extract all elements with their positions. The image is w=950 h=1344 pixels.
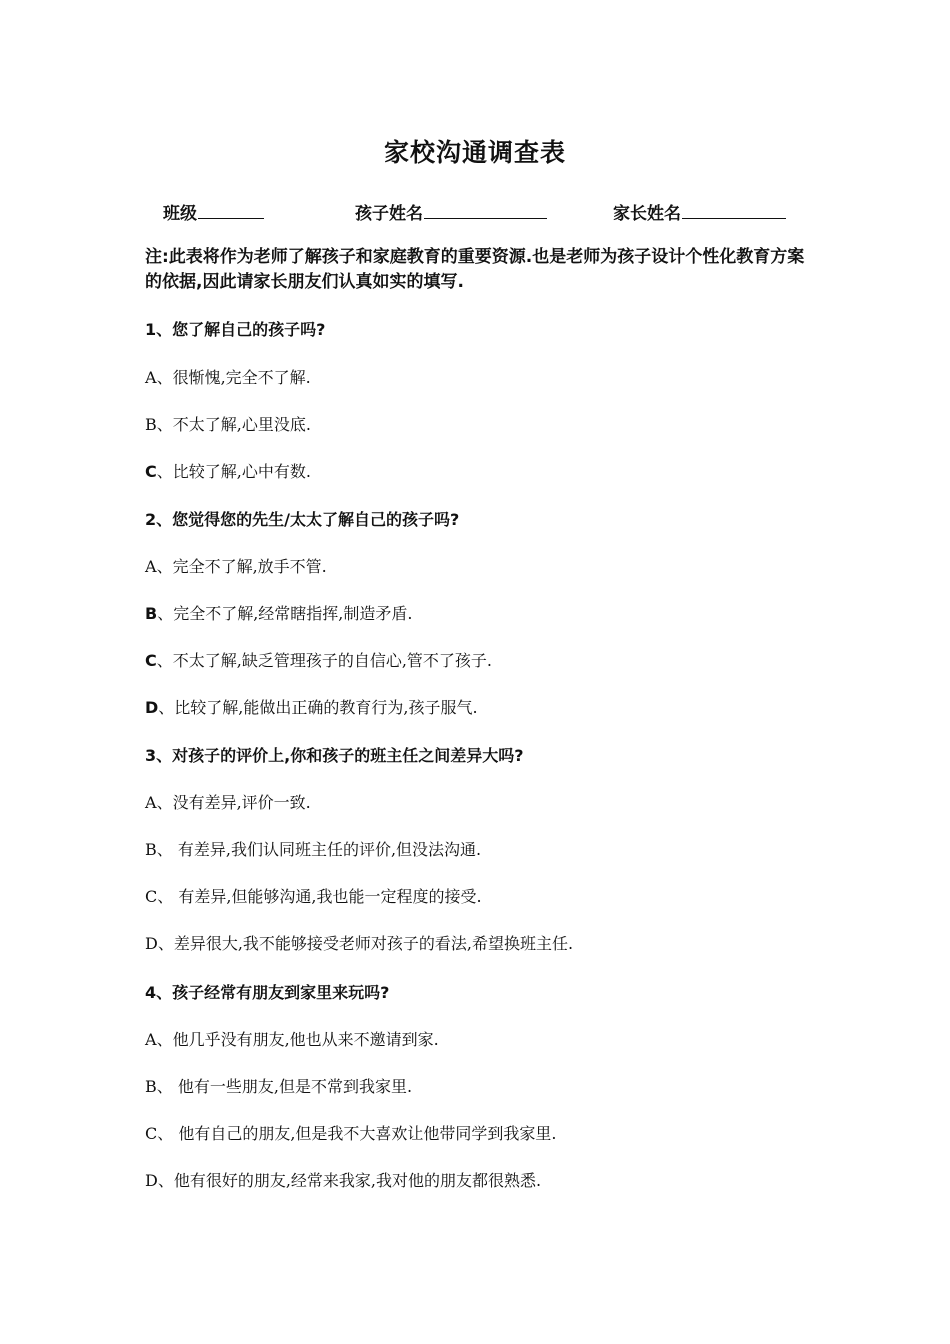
field-child-name	[355, 199, 547, 224]
option-letter: B	[145, 1077, 157, 1096]
field-class-blank[interactable]	[198, 202, 264, 219]
option-text: 、没有差异,评价一致.	[156, 793, 311, 812]
option-text: 、差异很大,我不能够接受老师对孩子的看法,希望换班主任.	[157, 934, 574, 953]
question-3: 3、对孩子的评价上,你和孩子的班主任之间差异大吗?	[145, 746, 524, 765]
option-letter: D	[145, 698, 159, 717]
question-4-option-a[interactable]	[145, 1027, 439, 1050]
question-3-option-c[interactable]	[145, 884, 482, 907]
document-title: 家校沟通调查表	[383, 138, 566, 167]
question-4-option-c[interactable]	[145, 1121, 557, 1144]
question-2-option-b[interactable]	[145, 601, 412, 624]
question-1-option-b[interactable]	[145, 412, 311, 435]
question-1: 1、您了解自己的孩子吗?	[145, 320, 326, 339]
option-letter: A	[145, 1030, 157, 1049]
field-class	[163, 199, 264, 224]
option-letter: B	[145, 604, 158, 623]
question-1-option-a[interactable]	[145, 365, 311, 388]
field-child-name-blank[interactable]	[424, 202, 547, 219]
question-2: 2、您觉得您的先生/太太了解自己的孩子吗?	[145, 510, 460, 529]
question-2-option-a[interactable]	[145, 554, 327, 577]
option-text: 、完全不了解,放手不管.	[156, 557, 327, 576]
option-text: 、比较了解,心中有数.	[156, 462, 311, 481]
question-4-option-d[interactable]	[145, 1168, 541, 1191]
option-text: 、不太了解,缺乏管理孩子的自信心,管不了孩子.	[156, 651, 493, 670]
question-1-option-c[interactable]	[145, 459, 311, 482]
field-child-name-label: 孩子姓名	[355, 204, 423, 224]
field-parent-name	[613, 199, 786, 224]
question-4-option-b[interactable]	[145, 1074, 412, 1097]
instruction-note: 注:此表将作为老师了解孩子和家庭教育的重要资源.也是老师为孩子设计个性化教育方案的依据,因此请家长朋友们认真如实的填写.	[145, 247, 805, 292]
option-text: 、 他有一些朋友,但是不常到我家里.	[156, 1077, 413, 1096]
option-text: 、他几乎没有朋友,他也从来不邀请到家.	[156, 1030, 439, 1049]
option-text: 、 他有自己的朋友,但是我不大喜欢让他带同学到我家里.	[157, 1124, 557, 1143]
option-text: 、完全不了解,经常瞎指挥,制造矛盾.	[157, 604, 413, 623]
option-letter: B	[145, 840, 157, 859]
option-letter: C	[145, 651, 157, 670]
option-letter: D	[145, 1171, 158, 1190]
question-2-option-d[interactable]	[145, 695, 478, 718]
option-letter: A	[145, 557, 157, 576]
field-parent-name-blank[interactable]	[682, 202, 786, 219]
option-text: 、不太了解,心里没底.	[156, 415, 311, 434]
option-letter: B	[145, 415, 157, 434]
option-text: 、 有差异,但能够沟通,我也能一定程度的接受.	[157, 887, 482, 906]
question-4: 4、孩子经常有朋友到家里来玩吗?	[145, 983, 390, 1002]
question-3-option-d[interactable]	[145, 931, 573, 954]
option-letter: C	[145, 462, 157, 481]
option-text: 、他有很好的朋友,经常来我家,我对他的朋友都很熟悉.	[157, 1171, 542, 1190]
question-2-option-c[interactable]	[145, 648, 492, 671]
option-text: 、 有差异,我们认同班主任的评价,但没法沟通.	[156, 840, 482, 859]
question-3-option-a[interactable]	[145, 790, 311, 813]
option-text: 、很惭愧,完全不了解.	[156, 368, 311, 387]
option-text: 、比较了解,能做出正确的教育行为,孩子服气.	[158, 698, 478, 717]
option-letter: A	[145, 793, 157, 812]
option-letter: A	[145, 368, 157, 387]
option-letter: C	[145, 887, 158, 906]
field-class-label: 班级	[163, 204, 197, 224]
option-letter: D	[145, 934, 158, 953]
option-letter: C	[145, 1124, 158, 1143]
question-3-option-b[interactable]	[145, 837, 481, 860]
field-parent-name-label: 家长姓名	[613, 204, 681, 224]
